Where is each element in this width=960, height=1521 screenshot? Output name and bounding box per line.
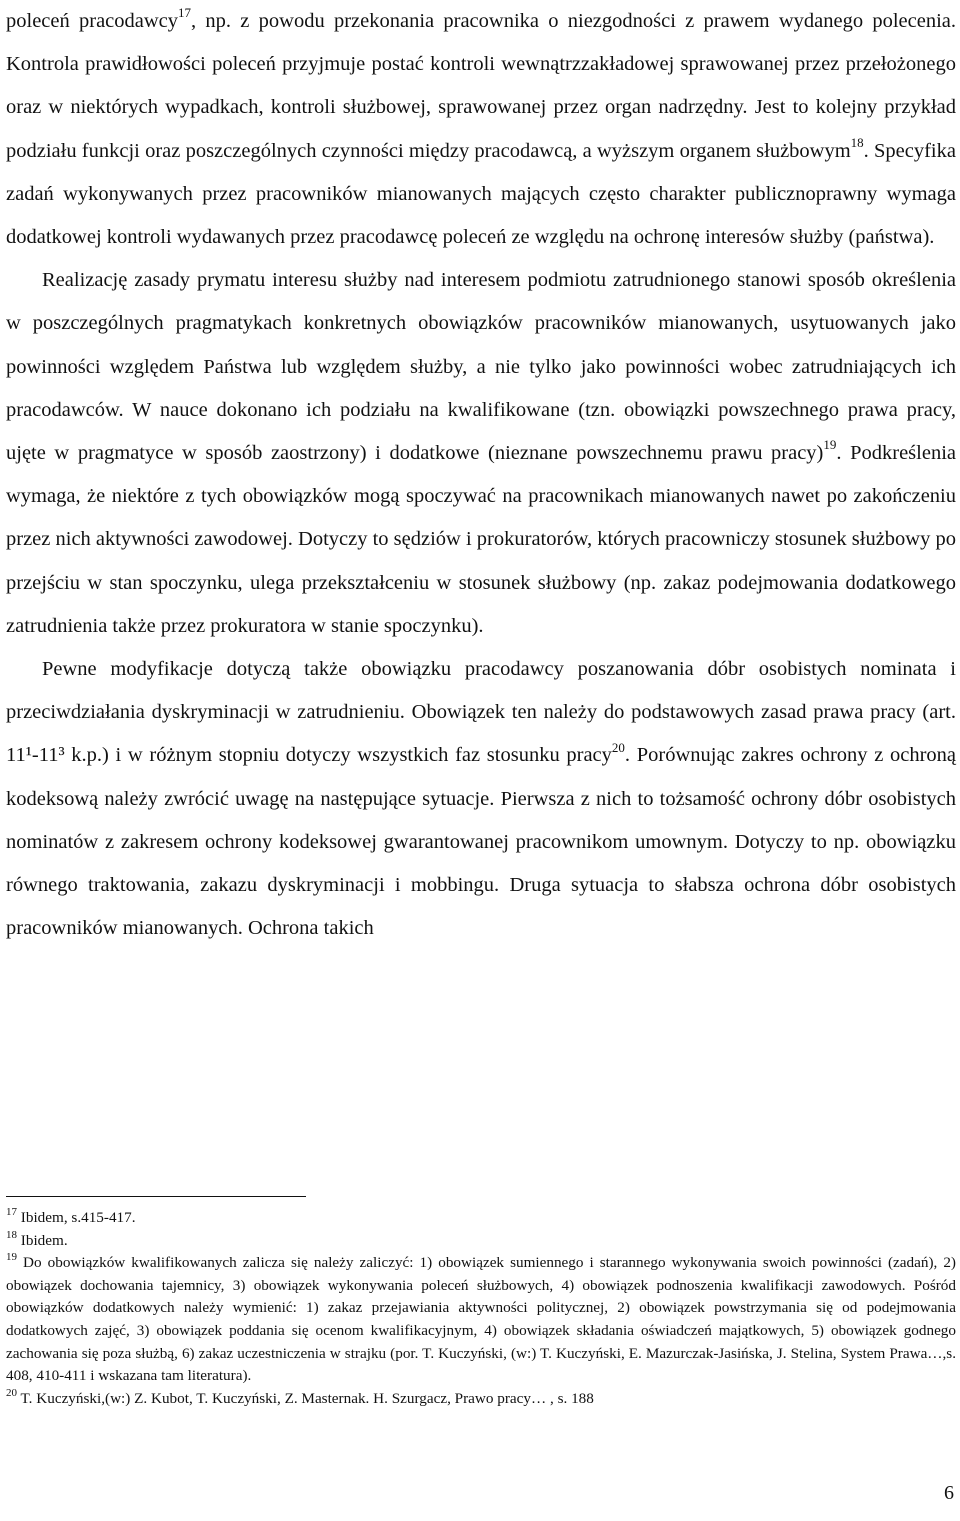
footnote-text: Ibidem.	[17, 1231, 68, 1249]
body-text	[6, 0, 956, 950]
footnote-text: Ibidem, s.415-417.	[17, 1209, 136, 1226]
footnote-number: 17	[6, 1205, 17, 1218]
paragraph-1	[6, 0, 956, 259]
paragraph-text: , np. z powodu przekonania pracownika o niezgodności z prawem wydanego polecenia. Kontrola prawidłowości poleceń przyjmuje postać kontroli wewnątrzzakładowej sprawowanej przez przełożonego oraz w niektórych wypadkach, kontroli służbowej, sprawowanej przez organ nadrzędny. Jest to kolejny przykład podziału funkcji oraz poszczególnych czynności między pracodawcą, a wyższym organem służbowym	[6, 10, 956, 162]
paragraph-text: Realizację zasady prymatu interesu służby nad interesem podmiotu zatrudnionego stanowi sposób określenia w poszczególnych pragmatykach konkretnych obowiązków pracowników mianowanych, usytuowanych jako powinności względem Państwa lub względem służby, a nie tylko jako powinności wobec zatrudniających ich pracodawców. W nauce dokonano ich podziału na kwalifikowane (tzn. obowiązki powszechnego prawa pracy, ujęte w pragmatyce w sposób zaostrzony) i dodatkowe (nieznane powszechnemu prawu pracy)	[6, 269, 956, 465]
footnote-text: T. Kuczyński,(w:) Z. Kubot, T. Kuczyński, Z. Masternak. H. Szurgacz, Prawo pracy… , s. 188	[17, 1389, 594, 1407]
footnote-text: Do obowiązków kwalifikowanych zalicza się należy zaliczyć: 1) obowiązek sumiennego i starannego wykonywania swoich powinności (zadań), 2) obowiązek dochowania tajemnicy, 3) obowiązek wykonywania poleceń służbowych, 4) obowiązek podnoszenia kwalifikacji zawodowych. Pośród obowiązków dodatkowych należy wymienić: 1) zakaz przejawiania aktywności politycznej, 2) obowiązek powstrzymania się od podejmowania dodatkowych zajęć, 3) obowiązek poddania się ocenom kwalifikacyjnym, 4) obowiązek składania oświadczeń majątkowych, 5) obowiązek godnego zachowania się poza służbą, 6) zakaz uczestniczenia w strajku (por. T. Kuczyński, (w:) T. Kuczyński, E. Mazurczak-Jasińska, J. Stelina, System Prawa…,s. 408, 410-411 i wskazana tam literatura).	[6, 1254, 956, 1385]
footnote-number: 19	[6, 1251, 17, 1264]
footnote-19	[6, 1252, 956, 1388]
page-number: 6	[944, 1482, 954, 1504]
footnote-ref-19[interactable]: 19	[823, 437, 837, 453]
footnote-separator	[6, 1196, 306, 1197]
footnote-20	[6, 1388, 956, 1411]
footnote-ref-18[interactable]: 18	[850, 134, 864, 150]
paragraph-text: Pewne modyfikacje dotyczą także obowiązku pracodawcy poszanowania dóbr osobistych nominata i przeciwdziałania dyskryminacji w zatrudnieniu. Obowiązek ten należy do podstawowych zasad prawa pracy (art. 11¹-11³ k.p.) i w różnym stopniu dotyczy wszystkich faz stosunku pracy	[6, 658, 956, 767]
footnote-ref-20[interactable]: 20	[611, 739, 625, 755]
paragraph-text: poleceń pracodawcy	[6, 10, 179, 32]
paragraph-text: . Porównując zakres ochrony z ochroną kodeksową należy zwrócić uwagę na następujące sytuacje. Pierwsza z nich to tożsamość ochrony dóbr osobistych nominatów z zakresem ochrony kodeksowej gwarantowanej pracownikom umownym. Dotyczy to np. obowiązku równego traktowania, zakazu dyskryminacji i mobbingu. Druga sytuacja to słabsza ochrona dóbr osobistych pracowników mianowanych. Ochrona takich	[6, 744, 957, 940]
footnote-number: 18	[6, 1228, 17, 1241]
paragraph-2	[6, 259, 956, 648]
paragraph-text: . Specyfika zadań wykonywanych przez pracowników mianowanych mających często charakter publicznoprawny wymaga dodatkowej kontroli wydawanych przez pracodawcę poleceń ze względu na ochronę interesów służby (państwa).	[6, 139, 956, 249]
footnote-17	[6, 1207, 956, 1230]
footnotes	[6, 1207, 956, 1410]
footnote-number: 20	[6, 1386, 17, 1399]
footnote-ref-17[interactable]: 17	[178, 5, 192, 21]
footnote-18	[6, 1230, 956, 1253]
paragraph-3	[6, 648, 956, 950]
paragraph-text: . Podkreślenia wymaga, że niektóre z tych obowiązków mogą spoczywać na pracownikach mianowanych nawet po zakończeniu przez nich aktywności zawodowej. Dotyczy to sędziów i prokuratorów, których pracowniczy stosunek służbowy po przejściu w stan spoczynku, ulega przekształceniu w stosunek służbowy (np. zakaz podejmowania dodatkowego zatrudnienia także przez prokuratora w stanie spoczynku).	[6, 442, 956, 637]
